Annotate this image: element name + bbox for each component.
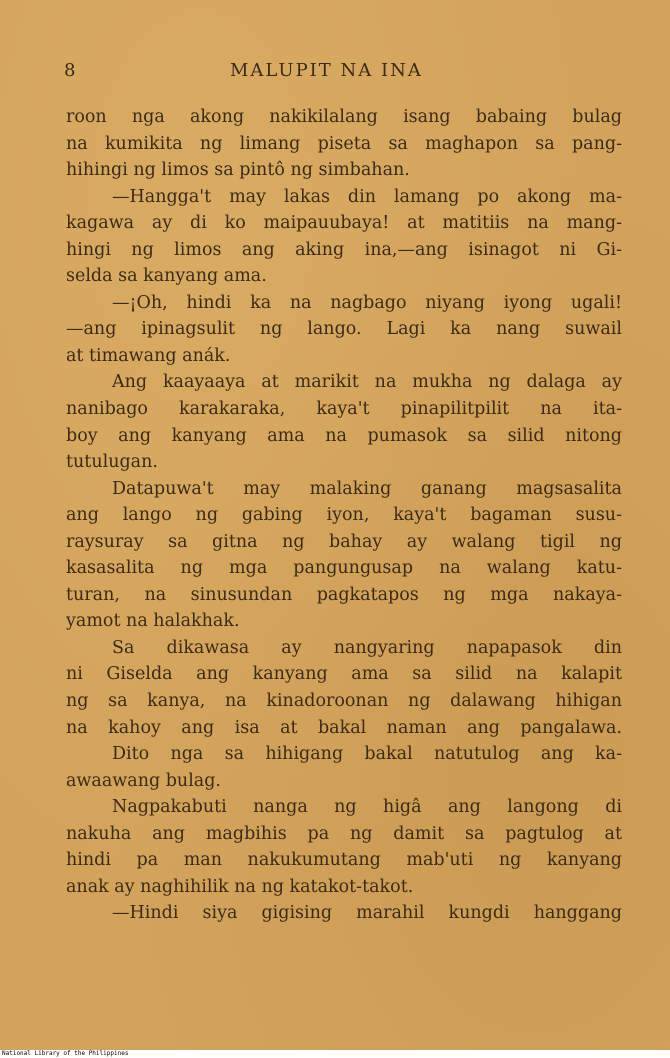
text-line: —ang ipinagsulit ng lango. Lagi ka nang suwail: [66, 319, 622, 340]
text-line: —¡Oh, hindi ka na nagbago niyang iyong ugali!: [112, 292, 622, 313]
text-line: nanibago karakaraka, kaya't pinapilitpilit na ita-: [66, 399, 622, 420]
text-line: raysuray sa gitna ng bahay ay walang tigil ng: [66, 531, 622, 552]
text-line: roon nga akong nakikilalang isang babaing bulag: [66, 107, 622, 127]
text-line: Ang kaayaaya at marikit na mukha ng dalaga ay: [112, 372, 622, 393]
text-line: boy ang kanyang ama na pumasok sa silid nitong: [66, 425, 622, 446]
text-line: na kumikita ng limang piseta sa maghapon sa pang-: [66, 133, 622, 154]
text-line: kasasalita ng mga pangungusap na walang katu-: [66, 558, 622, 579]
text-line: ang lango ng gabing iyon, kaya't bagaman susu-: [66, 505, 622, 526]
text-line: na kahoy ang isa at bakal naman ang pangalawa.: [66, 717, 622, 738]
text-line: ng sa kanya, na kinadoroonan ng dalawang hihigan: [66, 691, 622, 712]
text-line: Sa dikawasa ay nangyaring napapasok din: [112, 637, 622, 658]
text-line: turan, na sinusundan pagkatapos ng mga nakaya-: [66, 584, 622, 605]
page-header: [64, 60, 624, 86]
text-line: selda sa kanyang ama.: [66, 266, 267, 287]
text-line: Nagpakabuti nanga ng higâ ang langong di: [112, 797, 622, 818]
text-line: hihingi ng limos sa pintô ng simbahan.: [66, 160, 410, 181]
text-line: Dito nga sa hihigang bakal natutulog ang ka-: [112, 744, 622, 765]
text-line: anak ay naghihilik na ng katakot-takot.: [66, 876, 414, 897]
text-line: ni Giselda ang kanyang ama sa silid na kalapit: [66, 664, 622, 685]
text-line: tutulugan.: [66, 452, 158, 473]
page-number: 8: [64, 60, 77, 81]
text-line: Datapuwa't may malaking ganang magsasalita: [112, 478, 622, 499]
text-line: —Hangga't may lakas din lamang po akong ma-: [112, 186, 622, 207]
text-line: at timawang anák.: [66, 345, 231, 366]
body-text: [66, 104, 622, 927]
running-title: MALUPIT NA INA: [230, 60, 423, 81]
text-line: —Hindi siya gigising marahil kungdi hanggang: [112, 903, 622, 924]
text-line: yamot na halakhak.: [66, 611, 240, 632]
text-line: kagawa ay di ko maipauubaya! at matitiis na mang-: [66, 213, 622, 234]
text-line: hindi pa man nakukumutang mab'uti ng kanyang: [66, 850, 622, 871]
text-line: hingi ng limos ang aking ina,—ang isinagot ni Gi-: [66, 239, 622, 260]
text-line: nakuha ang magbihis pa ng damit sa pagtulog at: [66, 823, 622, 844]
text-line: awaawang bulag.: [66, 770, 221, 791]
library-credit: National Library of the Philippines: [0, 1050, 670, 1058]
